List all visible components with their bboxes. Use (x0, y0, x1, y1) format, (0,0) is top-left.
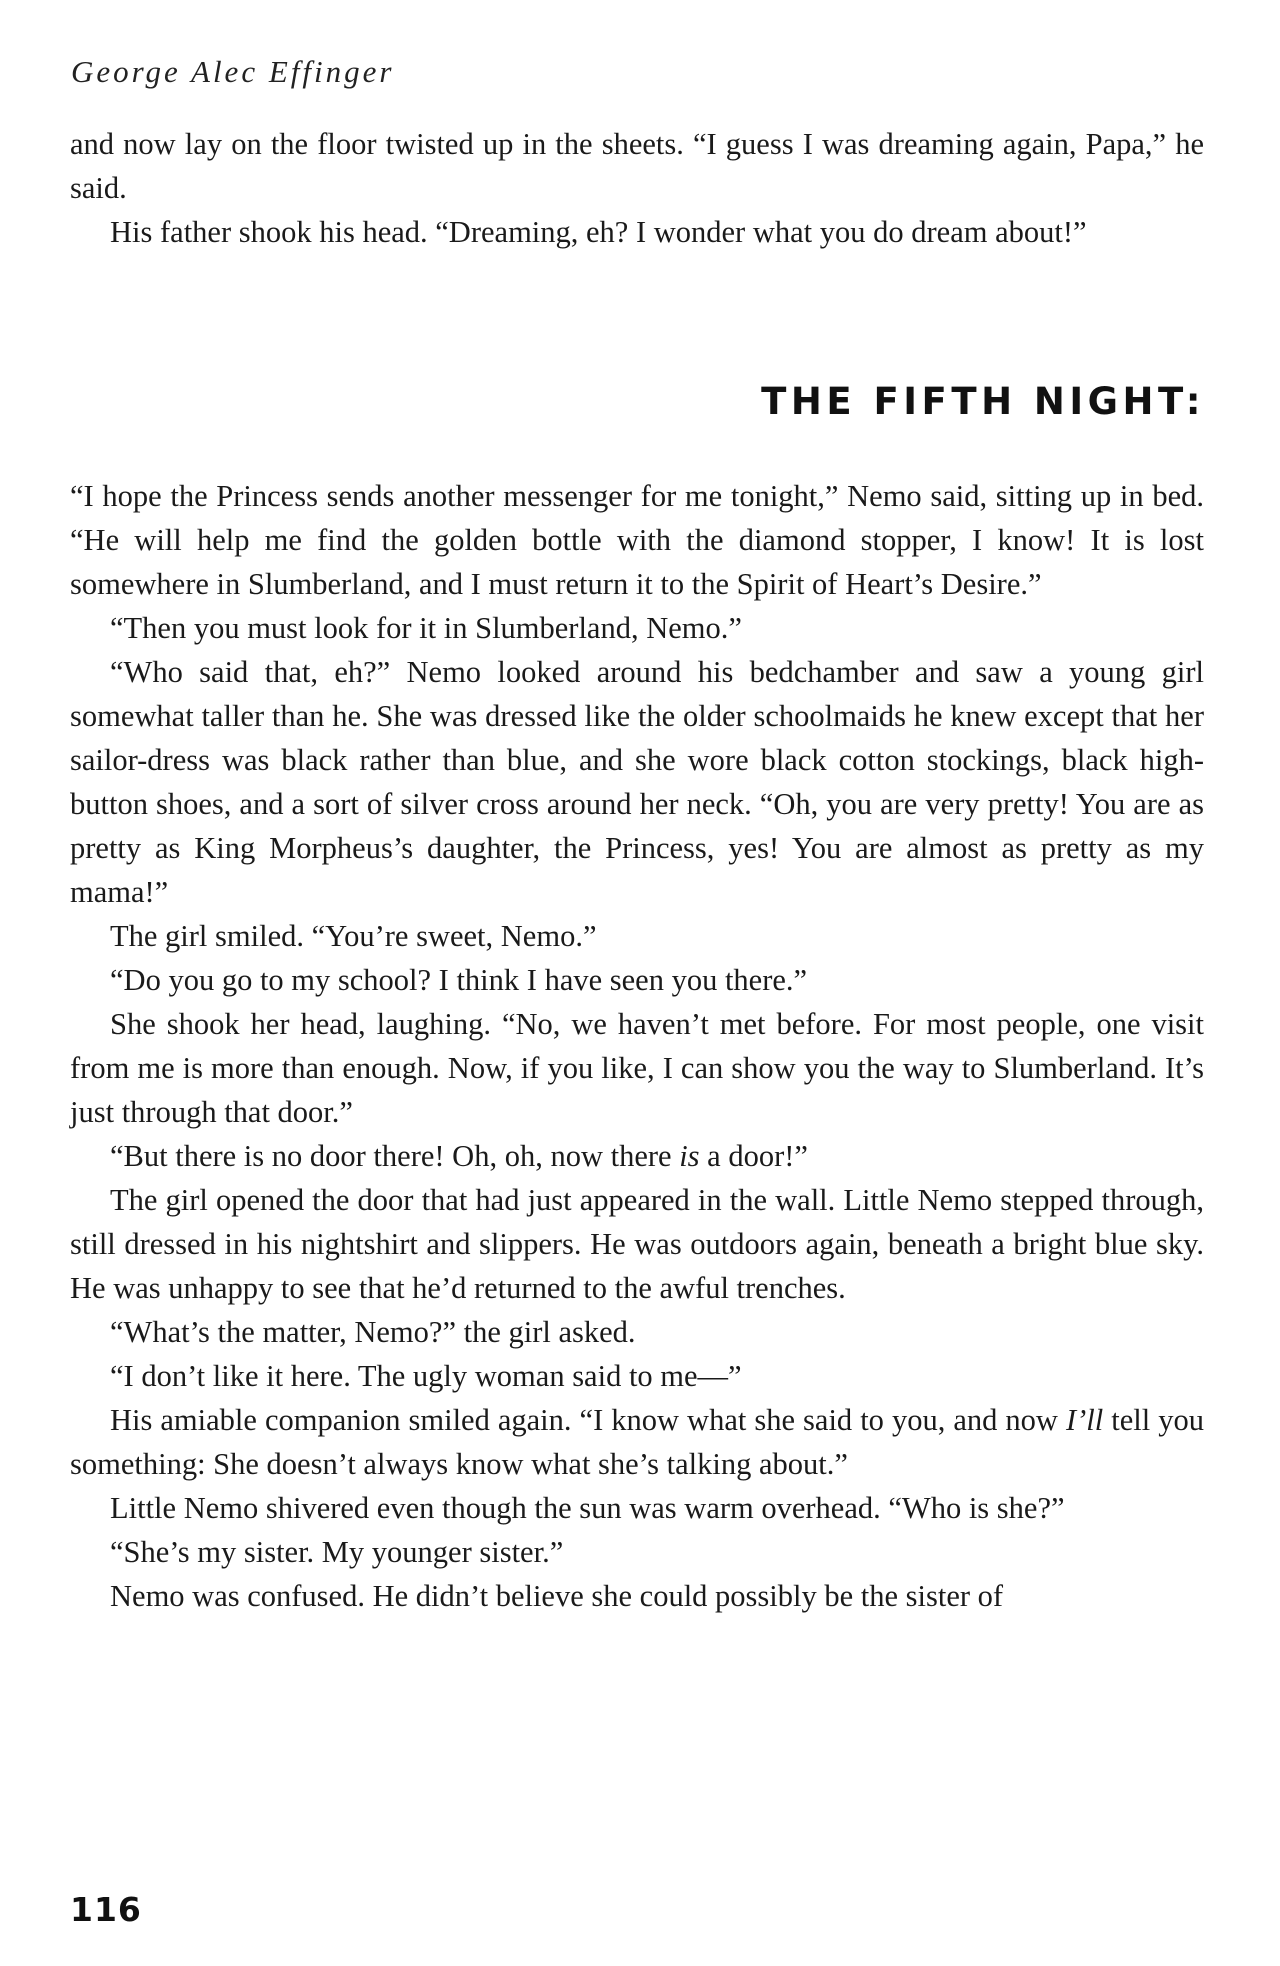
paragraph: “Do you go to my school? I think I have seen you there.” (110, 963, 808, 997)
paragraph: Little Nemo shivered even though the sun was warm overhead. “Who is she?” (110, 1491, 1065, 1525)
emphasis: I’ll (1065, 1403, 1104, 1437)
paragraph: “Who said that, eh?” Nemo looked around his bedchamber and saw a young girl somewhat taller than he. She was dressed like the older schoolmaids he knew except that her sailor-dress was black rather than blue, and she wore black cotton stockings, black high-button shoes, and a sort of silver cross around her neck. “Oh, you are very pretty! You are as pretty as King Morpheus’s daughter, the Princess, yes! You are almost as pretty as my mama!” (70, 655, 1204, 909)
text-run: His amiable companion smiled again. “I know what she said to you, and now (110, 1403, 1066, 1437)
paragraph: The girl opened the door that had just appeared in the wall. Little Nemo stepped through, still dressed in his nightshirt and slippers. He was outdoors again, beneath a bright blue sky. He was unhappy to see that he’d returned to the awful trenches. (70, 1183, 1204, 1305)
top-text-block (70, 122, 1204, 254)
emphasis: is (679, 1139, 700, 1173)
paragraph: “Then you must look for it in Slumberland, Nemo.” (110, 611, 742, 645)
paragraph-with-emphasis (70, 1398, 1204, 1486)
paragraph-opening: “I hope the Princess sends another messenger for me tonight,” Nemo said, sitting up in bed. “He will help me find the golden bottle with the diamond stopper, I know! It is lost somewhere in Slumberland, and I must return it to the Spirit of Heart’s Desire.” (70, 479, 1204, 601)
text-run: tell you something: She doesn’t always know what she’s talking about.” (70, 1403, 1204, 1481)
paragraph-with-emphasis (70, 1134, 1204, 1178)
chapter-heading: THE FIFTH NIGHT: (761, 380, 1205, 423)
paragraph: She shook her head, laughing. “No, we haven’t met before. For most people, one visit from me is more than enough. Now, if you like, I can show you the way to Slumberland. It’s just through that door.” (70, 1007, 1204, 1129)
paragraph: “What’s the matter, Nemo?” the girl asked. (110, 1315, 636, 1349)
paragraph: “I don’t like it here. The ugly woman said to me—” (110, 1359, 742, 1393)
paragraph: The girl smiled. “You’re sweet, Nemo.” (110, 919, 597, 953)
paragraph: Nemo was confused. He didn’t believe she could possibly be the sister of (110, 1579, 1004, 1613)
text-run: “But there is no door there! Oh, oh, now there (110, 1139, 680, 1173)
text-run: a door!” (699, 1139, 808, 1173)
page-number: 116 (70, 1890, 142, 1929)
running-head: George Alec Effinger (71, 54, 395, 89)
paragraph: “She’s my sister. My younger sister.” (110, 1535, 564, 1569)
paragraph: His father shook his head. “Dreaming, eh? I wonder what you do dream about!” (110, 215, 1087, 249)
chapter-body (70, 474, 1204, 1618)
paragraph-continued: and now lay on the floor twisted up in the sheets. “I guess I was dreaming again, Papa,” he said. (70, 127, 1204, 205)
